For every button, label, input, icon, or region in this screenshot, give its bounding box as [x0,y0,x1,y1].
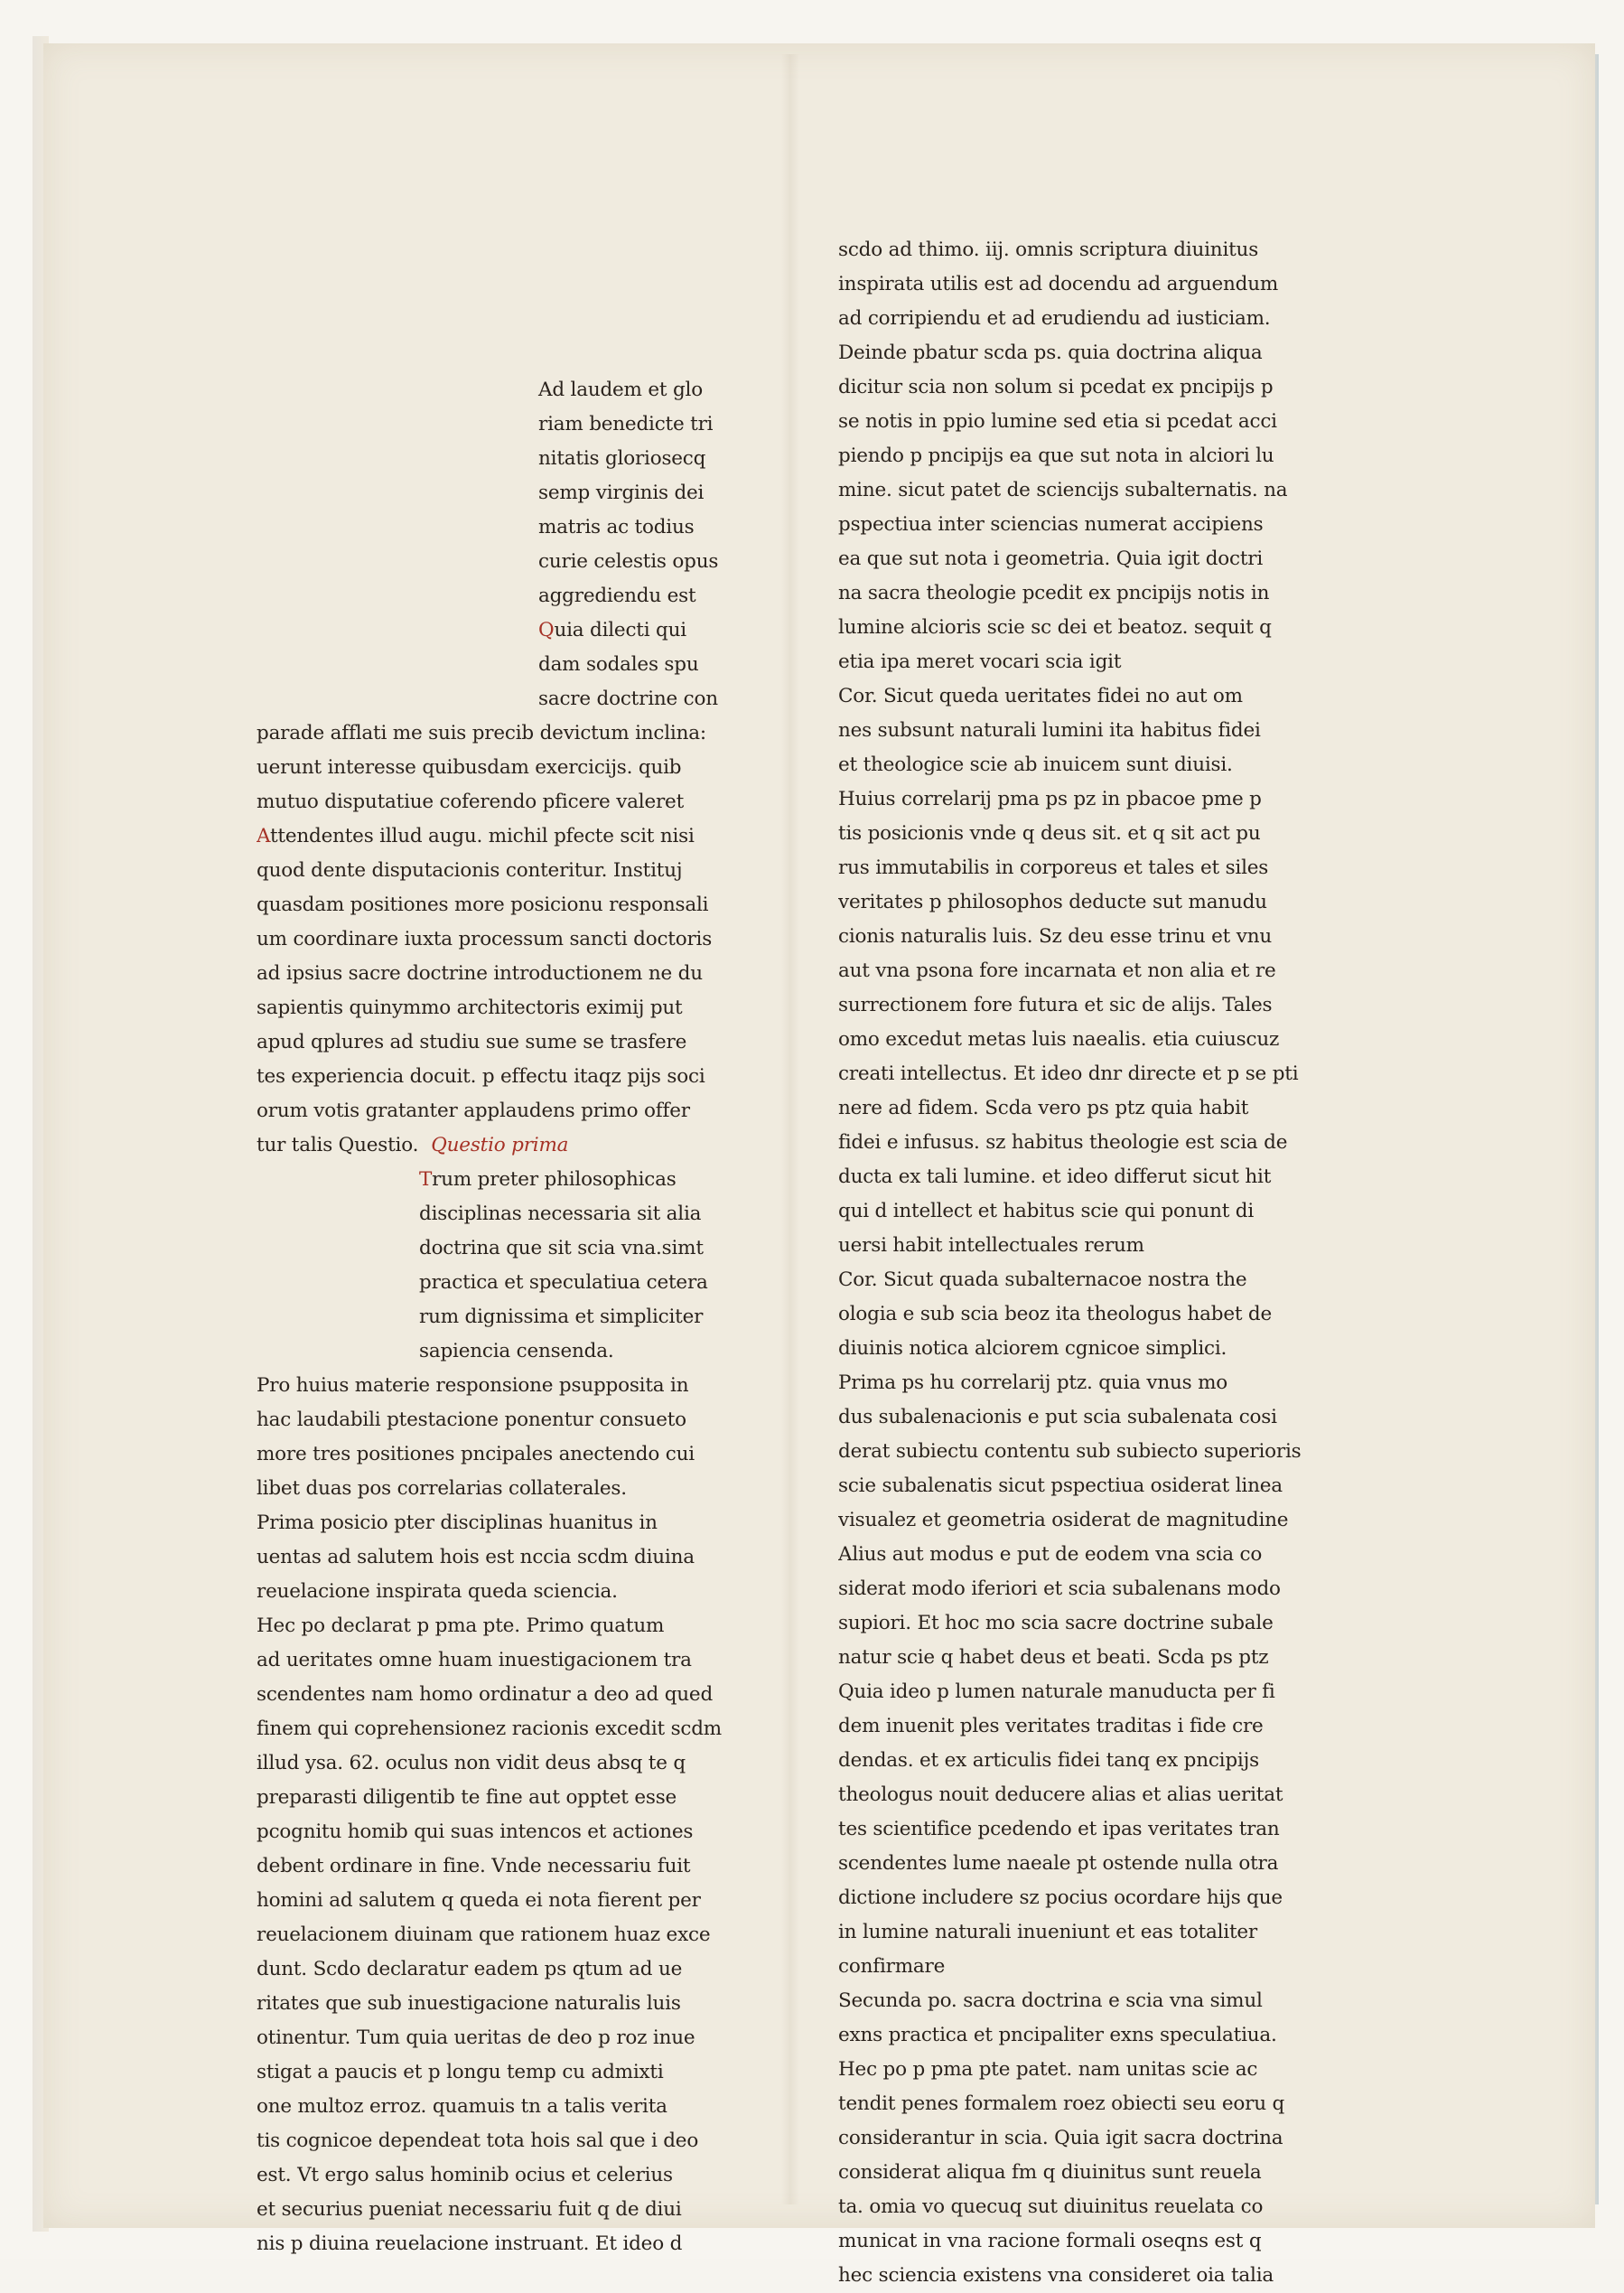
line-text: finem qui coprehensionez racionis excedit scdm [257,1717,722,1740]
line-text: dictione includere sz pocius ocordare hijs que [838,1886,1283,1909]
text-line [838,1641,1344,1675]
text-line [838,1675,1344,1709]
line-text: municat in vna racione formali oseqns est q [838,2230,1262,2252]
text-line [838,645,1344,679]
line-text: piendo p pncipijs ea que sut nota in alciori lu [838,445,1274,467]
line-text: otinentur. Tum quia ueritas de deo p roz inue [257,2026,695,2049]
line-text: apud qplures ad studiu sue sume se trasfere [257,1031,687,1053]
line-text: ritates que sub inuestigacione naturalis luis [257,1992,681,2015]
text-line [838,1332,1344,1366]
text-line [838,1572,1344,1606]
text-line [257,1025,762,1060]
text-line [257,1472,762,1506]
text-line [838,439,1344,473]
line-text: dus subalenacionis e put scia subalenata cosi [838,1406,1277,1428]
line-text: tis cognicoe dependeat tota hois sal que i deo [257,2129,699,2152]
line-text: nitatis gloriosecq [538,447,706,470]
line-text: rum dignissima et simpliciter [419,1306,704,1328]
text-line [257,1609,762,1643]
text-line [257,1300,762,1334]
text-line [838,2224,1344,2259]
line-text: Hec po declarat p pma pte. Primo quatum [257,1614,665,1637]
line-text: dam sodales spu [538,653,699,676]
text-line [838,405,1344,439]
text-line [838,1194,1344,1229]
line-text: pcognitu homib qui suas intencos et actiones [257,1820,694,1843]
text-line [257,1437,762,1472]
text-line [257,613,762,648]
text-line [838,302,1344,336]
text-line [838,542,1344,576]
text-line [838,2053,1344,2087]
line-text: Prima ps hu correlarij ptz. quia vnus mo [838,1371,1228,1394]
text-line [257,888,762,922]
line-text: creati intellectus. Et ideo dnr directe et p se pti [838,1062,1299,1085]
line-text: etia ipa meret vocari scia igit [838,650,1122,673]
text-line [257,510,762,545]
text-line [257,716,762,751]
line-rest: rum preter philosophicas [432,1168,677,1191]
text-line [838,370,1344,405]
text-line [838,1229,1344,1263]
rubric-initial: Q [538,619,555,641]
line-text: dicitur scia non solum si pcedat ex pncipijs p [838,376,1274,398]
line-text: scdo ad thimo. iij. omnis scriptura diuinitus [838,239,1259,261]
text-line [257,1952,762,1987]
text-line [838,2259,1344,2293]
line-text: est. Vt ergo salus hominib ocius et celerius [257,2164,673,2186]
text-line [257,991,762,1025]
line-text: dendas. et ex articulis fidei tanq ex pncipijs [838,1749,1259,1772]
text-line [257,1060,762,1094]
text-line [838,1160,1344,1194]
line-text: Prima posicio pter disciplinas huanitus in [257,1512,658,1534]
text-line [838,508,1344,542]
line-text: theologus nouit deducere alias et alias ueritat [838,1783,1283,1806]
text-line [257,1575,762,1609]
line-text: doctrina que sit scia vna.simt [419,1237,704,1259]
line-text: ologia e sub scia beoz ita theologus habet de [838,1303,1273,1325]
text-line [838,1915,1344,1950]
text-line [838,714,1344,748]
line-text: exns practica et pncipaliter exns speculatiua. [838,2024,1277,2046]
text-line [257,1128,762,1163]
text-line [838,1469,1344,1503]
text-line [257,854,762,888]
text-line [257,1884,762,1918]
text-line [838,1297,1344,1332]
line-text: tes scientifice pcedendo et ipas veritates tran [838,1818,1280,1840]
text-line [838,817,1344,851]
text-line [257,373,762,407]
line-text: considerat aliqua fm q diuinitus sunt reuela [838,2161,1262,2184]
text-line [257,2021,762,2055]
text-line [838,679,1344,714]
text-line [257,1334,762,1369]
line-text: quasdam positiones more posicionu responsali [257,894,709,916]
text-line [838,988,1344,1023]
line-text: na sacra theologie pcedit ex pncipijs notis in [838,582,1270,604]
line-text: Deinde pbatur scda ps. quia doctrina aliqua [838,342,1263,364]
text-line [257,751,762,785]
text-line [838,611,1344,645]
text-line [838,954,1344,988]
text-line [257,1163,762,1197]
text-line [257,2055,762,2090]
line-text: tes experiencia docuit. p effectu itaqz pijs soci [257,1065,705,1088]
line-text: et securius pueniat necessariu fuit q de diui [257,2198,682,2221]
line-text: one multoz erroz. quamuis tn a talis verita [257,2095,667,2118]
text-line [838,2018,1344,2053]
line-text: mutuo disputatiue coferendo pficere valeret [257,791,685,813]
line-text: visualez et geometria osiderat de magnitudine [838,1509,1289,1531]
text-line [838,1881,1344,1915]
line-text: scendentes nam homo ordinatur a deo ad qued [257,1683,714,1706]
text-line [257,1678,762,1712]
line-text: disciplinas necessaria sit alia [419,1203,702,1225]
text-line [257,1712,762,1746]
text-line [257,957,762,991]
line-text: uentas ad salutem hois est nccia scdm diuina [257,1546,695,1568]
text-line [838,1023,1344,1057]
line-text: more tres positiones pncipales anectendo cui [257,1443,695,1465]
line-text: dem inuenit ples veritates traditas i fide cre [838,1715,1264,1737]
text-line [257,442,762,476]
line-text: Ad laudem et glo [538,379,703,401]
line-text: ad ipsius sacre doctrine introductionem ne du [257,962,703,985]
text-line [838,1400,1344,1435]
right-text-column [838,233,1344,2293]
line-text: lumine alcioris scie sc dei et beatoz. sequit q [838,616,1272,639]
line-text: veritates p philosophos deducte sut manudu [838,891,1267,913]
text-line [838,920,1344,954]
text-line [257,579,762,613]
text-line [838,336,1344,370]
text-line [257,1643,762,1678]
text-line [257,785,762,819]
line-text: parade afflati me suis precib devictum inclina: [257,722,706,744]
text-line [838,1435,1344,1469]
line-text: curie celestis opus [538,550,719,573]
line-rest: uia dilecti qui [554,619,686,641]
marginal-rubric-note: Questio prima [431,1134,569,1156]
line-text [538,619,686,641]
line-text: considerantur in scia. Quia igit sacra doctrina [838,2127,1283,2149]
line-text: scie subalenatis sicut pspectiua osiderat linea [838,1474,1283,1497]
text-line [838,233,1344,267]
text-line [838,1950,1344,1984]
line-text: diuinis notica alciorem cgnicoe simplici. [838,1337,1227,1360]
line-text: aggrediendu est [538,585,696,607]
line-text: reuelacionem diuinam que rationem huaz exce [257,1923,711,1946]
text-line [838,267,1344,302]
text-line [838,748,1344,782]
text-line [257,648,762,682]
line-text: hac laudabili ptestacione ponentur consueto [257,1409,686,1431]
text-line [257,1815,762,1849]
line-text: ad ueritates omne huam inuestigacionem tra [257,1649,692,1671]
line-text: Pro huius materie responsione psupposita in [257,1374,689,1397]
line-text: homini ad salutem q queda ei nota fierent per [257,1889,701,1912]
line-text: dunt. Scdo declaratur eadem ps qtum ad ue [257,1958,683,1980]
line-text: pspectiua inter sciencias numerat accipiens [838,513,1264,536]
line-text: practica et speculatiua cetera [419,1271,708,1294]
line-text: derat subiectu contentu sub subiecto superioris [838,1440,1302,1463]
line-text: ea que sut nota i geometria. Quia igit doctri [838,548,1264,570]
line-text: in lumine naturali inueniunt et eas totaliter [838,1921,1258,1943]
text-line [257,1403,762,1437]
line-text: debent ordinare in fine. Vnde necessariu fuit [257,1855,691,1877]
line-text: confirmare [838,1955,946,1978]
line-text: tendit penes formalem roez obiecti seu eoru q [838,2092,1285,2115]
text-line [838,851,1344,885]
text-line [257,2227,762,2261]
line-text: inspirata utilis est ad docendu ad arguendum [838,273,1279,295]
line-text: se notis in ppio lumine sed etia si pcedat acci [838,410,1277,433]
line-text: siderat modo iferiori et scia subalenans modo [838,1577,1281,1600]
text-line [838,1091,1344,1126]
text-line [838,1984,1344,2018]
text-line [257,1197,762,1231]
line-text: cionis naturalis luis. Sz deu esse trinu et vnu [838,925,1272,948]
text-line [838,1057,1344,1091]
line-text: Cor. Sicut quada subalternacoe nostra the [838,1268,1247,1291]
line-text: aut vna psona fore incarnata et non alia et re [838,959,1276,982]
line-text: preparasti diligentib te fine aut opptet esse [257,1786,677,1809]
line-text [419,1168,677,1191]
text-line [257,1987,762,2021]
line-text: omo excedut metas luis naealis. etia cuiuscuz [838,1028,1280,1051]
line-text: tur talis Questio. [257,1134,419,1156]
line-text: libet duas pos correlarias collaterales. [257,1477,627,1500]
line-text: natur scie q habet deus et beati. Scda ps ptz [838,1646,1269,1669]
line-text: quod dente disputacionis conteritur. Instituj [257,859,683,882]
text-line [838,1812,1344,1847]
line-text: illud ysa. 62. oculus non vidit deus absq te q [257,1752,686,1774]
column-gutter [781,54,799,2204]
text-line [838,1709,1344,1744]
line-text: sapiencia censenda. [419,1340,614,1362]
line-text: ad corripiendu et ad erudiendu ad iusticiam. [838,307,1271,330]
text-line [838,1606,1344,1641]
line-text: et theologice scie ab inuicem sunt diuisi. [838,753,1233,776]
text-line [838,1538,1344,1572]
text-line [838,473,1344,508]
text-line [257,1369,762,1403]
text-line [838,782,1344,817]
text-line [257,476,762,510]
line-text: uersi habit intellectuales rerum [838,1234,1144,1257]
line-text: scendentes lume naeale pt ostende nulla otra [838,1852,1279,1875]
line-text: Secunda po. sacra doctrina e scia vna simul [838,1989,1263,2012]
text-line [838,2087,1344,2121]
text-line [838,1503,1344,1538]
line-text: nes subsunt naturali lumini ita habitus fidei [838,719,1261,742]
line-text: sapientis quinymmo architectoris eximij put [257,997,683,1019]
text-line [257,1094,762,1128]
line-text: reuelacione inspirata queda sciencia. [257,1580,618,1603]
text-line [838,2121,1344,2156]
text-line [838,1263,1344,1297]
rubric-initial: A [257,825,270,847]
text-line [257,1231,762,1266]
rubric-initial: T [419,1168,433,1191]
text-line [257,1781,762,1815]
line-text: orum votis gratanter applaudens primo offer [257,1100,690,1122]
left-text-column [257,373,762,2261]
line-text: Cor. Sicut queda ueritates fidei no aut om [838,685,1243,707]
line-text: Quia ideo p lumen naturale manuducta per fi [838,1680,1275,1703]
line-text: riam benedicte tri [538,413,714,435]
text-line [257,545,762,579]
line-text: ta. omia vo quecuq sut diuinitus reuelata co [838,2195,1264,2218]
line-text: mine. sicut patet de sciencijs subalternatis. na [838,479,1288,501]
line-text: semp virginis dei [538,482,705,504]
text-line [257,682,762,716]
line-text: fidei e infusus. sz habitus theologie est scia de [838,1131,1288,1154]
text-line [257,407,762,442]
text-line [257,2193,762,2227]
text-line [257,2090,762,2124]
line-text: hec sciencia existens vna consideret oia talia [838,2264,1274,2287]
text-line [257,922,762,957]
line-text [257,825,695,847]
line-text: ducta ex tali lumine. et ideo differut sicut hit [838,1165,1272,1188]
text-line [257,1540,762,1575]
text-line [838,2156,1344,2190]
line-text: Huius correlarij pma ps pz in pbacoe pme p [838,788,1262,810]
text-line [838,2190,1344,2224]
text-line [838,1366,1344,1400]
text-line [838,1126,1344,1160]
line-rest: ttendentes illud augu. michil pfecte scit nisi [269,825,695,847]
text-line [838,1778,1344,1812]
line-text: rus immutabilis in corporeus et tales et siles [838,856,1269,879]
text-line [257,1918,762,1952]
text-line [838,576,1344,611]
text-line [257,2124,762,2158]
line-text: qui d intellect et habitus scie qui ponunt di [838,1200,1255,1222]
line-text: supiori. Et hoc mo scia sacre doctrine subale [838,1612,1274,1634]
text-line [257,1746,762,1781]
line-text: Alius aut modus e put de eodem vna scia co [838,1543,1263,1566]
line-text: Hec po p pma pte patet. nam unitas scie ac [838,2058,1258,2081]
text-line [838,1847,1344,1881]
text-line [257,1506,762,1540]
text-line [838,885,1344,920]
line-text: matris ac todius [538,516,695,538]
line-text: nis p diuina reuelacione instruant. Et ideo d [257,2232,683,2255]
line-text: uerunt interesse quibusdam exercicijs. quib [257,756,682,779]
line-text: sacre doctrine con [538,688,718,710]
text-line [257,1266,762,1300]
text-line [257,819,762,854]
text-line [257,2158,762,2193]
text-line [257,1849,762,1884]
line-text: tis posicionis vnde q deus sit. et q sit act pu [838,822,1261,845]
line-text: um coordinare iuxta processum sancti doctoris [257,928,713,950]
line-text: stigat a paucis et p longu temp cu admixti [257,2061,664,2083]
line-text: surrectionem fore futura et sic de alijs. Tales [838,994,1273,1016]
line-text: nere ad fidem. Scda vero ps ptz quia habit [838,1097,1249,1119]
text-line [838,1744,1344,1778]
